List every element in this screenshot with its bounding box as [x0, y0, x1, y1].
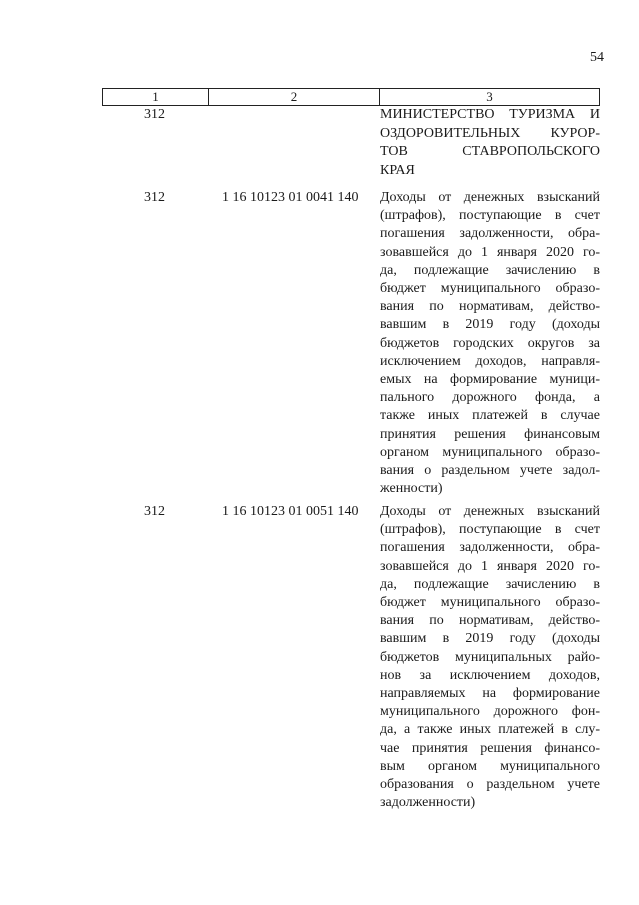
- description-line: Доходы от денежных взысканий: [380, 190, 600, 205]
- description-line: женности): [380, 481, 443, 497]
- description-line: зовавшейся до 1 января 2020 го-: [380, 244, 600, 260]
- revenue-code-cell: 1 16 10123 01 0041 140: [222, 190, 359, 205]
- description-line: бюджет муниципального образо-: [380, 281, 600, 297]
- description-line: пального дорожного фонда, а: [380, 390, 600, 406]
- table-header-row: [102, 88, 600, 106]
- description-line: задолженности): [380, 795, 476, 811]
- description-line: (штрафов), поступающие в счет: [380, 522, 600, 538]
- description-line: да, подлежащие зачислению в: [380, 262, 600, 278]
- description-line: ОЗДОРОВИТЕЛЬНЫХ КУРОР-: [380, 125, 600, 141]
- admin-code-cell: 312: [144, 190, 165, 205]
- description-line: погашения задолженности, обра-: [380, 540, 600, 556]
- description-line: органом муниципального образо-: [380, 444, 600, 460]
- description-line: вавшим в 2019 году (доходы: [380, 317, 600, 333]
- description-line: вания о раздельном учете задол-: [380, 463, 600, 479]
- description-line: ТОВ СТАВРОПОЛЬСКОГО: [380, 144, 600, 159]
- description-line: муниципального дорожного фон-: [380, 704, 600, 720]
- description-line: вания по нормативам, действо-: [380, 299, 600, 315]
- description-line: МИНИСТЕРСТВО ТУРИЗМА И: [380, 107, 600, 122]
- description-line: зовавшейся до 1 января 2020 го-: [380, 558, 600, 574]
- description-line: образования о раздельном учете: [380, 777, 600, 793]
- page-number: 54: [590, 50, 604, 65]
- description-line: Доходы от денежных взысканий: [380, 504, 600, 519]
- description-cell: [380, 106, 600, 180]
- description-line: да, подлежащие зачислению в: [380, 576, 600, 592]
- description-line: принятия решения финансовым: [380, 426, 600, 442]
- description-line: (штрафов), поступающие в счет: [380, 208, 600, 224]
- description-cell: [380, 503, 600, 812]
- description-line: погашения задолженности, обра-: [380, 226, 600, 242]
- column-header-1: 1: [103, 89, 209, 105]
- admin-code-cell: 312: [144, 107, 165, 122]
- column-header-3: 3: [486, 89, 493, 104]
- description-line: нов за исключением доходов,: [380, 667, 600, 683]
- revenue-code-cell: 1 16 10123 01 0051 140: [222, 504, 359, 519]
- description-line: направляемых на формирование: [380, 686, 600, 702]
- description-line: чае принятия решения финансо-: [380, 740, 600, 756]
- description-line: вавшим в 2019 году (доходы: [380, 631, 600, 647]
- description-cell: [380, 189, 600, 498]
- description-line: вым органом муниципального: [380, 758, 600, 774]
- description-line: бюджет муниципального образо-: [380, 595, 600, 611]
- description-line: КРАЯ: [380, 162, 415, 178]
- description-line: исключением доходов, направля-: [380, 353, 600, 369]
- description-line: также иных платежей в случае: [380, 408, 600, 424]
- description-line: бюджетов городских округов за: [380, 335, 600, 351]
- budget-table: [102, 88, 600, 811]
- description-line: да, а также иных платежей в слу-: [380, 722, 600, 738]
- column-header-2: 2: [209, 89, 380, 105]
- description-line: вания по нормативам, действо-: [380, 613, 600, 629]
- admin-code-cell: 312: [144, 504, 165, 519]
- description-line: бюджетов муниципальных райо-: [380, 649, 600, 665]
- description-line: емых на формирование муници-: [380, 372, 600, 388]
